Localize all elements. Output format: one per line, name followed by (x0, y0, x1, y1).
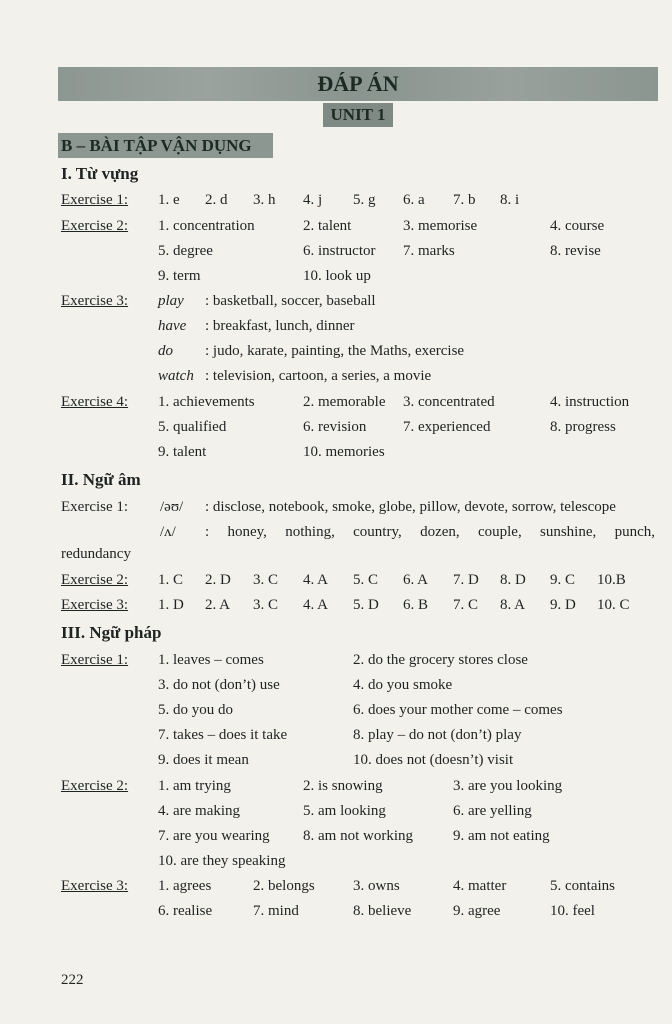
answer-item: 5. am looking (303, 803, 386, 819)
answer-item: 3. memorise (403, 218, 478, 234)
answer-item: 8. believe (353, 903, 412, 919)
answer-item: 6. revision (303, 419, 367, 435)
exercise-label: Exercise 2: (61, 572, 129, 588)
answer-item: do (158, 343, 173, 359)
answer-item: 8. D (500, 572, 526, 588)
answer-item: : disclose, notebook, smoke, globe, pillow, devote, sorrow, telescope (205, 499, 616, 515)
part-heading: II. Ngữ âm (61, 470, 141, 489)
answer-item: 6. are yelling (453, 803, 532, 819)
part-heading: I. Từ vựng (61, 164, 139, 183)
exercise-label: Exercise 3: (61, 878, 129, 894)
answer-item: 4. instruction (550, 394, 630, 410)
answer-item: 3. concentrated (403, 394, 495, 410)
answer-item: 4. j (303, 192, 323, 208)
answer-item: 1. C (158, 572, 184, 588)
answer-item: 2. talent (303, 218, 352, 234)
exercise-label: Exercise 4: (61, 394, 129, 410)
answer-item: 2. do the grocery stores close (353, 652, 528, 668)
answer-item: 10. C (597, 597, 630, 613)
answer-item: : basketball, soccer, baseball (205, 293, 376, 309)
unit-label: UNIT 1 (323, 103, 393, 127)
answer-item: /ʌ/ (160, 524, 176, 540)
answer-item: 4. do you smoke (353, 677, 453, 693)
part-heading: III. Ngữ pháp (61, 623, 162, 642)
answer-item: have (158, 318, 187, 334)
answer-item: 10. feel (550, 903, 595, 919)
answer-item: play (158, 293, 184, 309)
answer-item: 6. a (403, 192, 425, 208)
answer-item: 5. qualified (158, 419, 227, 435)
answer-item: 6. A (403, 572, 429, 588)
answer-item: 8. A (500, 597, 526, 613)
answer-item: 6. realise (158, 903, 213, 919)
answer-item: 6. does your mother come – comes (353, 702, 563, 718)
page-number: 222 (61, 972, 84, 988)
answer-item: 7. C (453, 597, 479, 613)
answer-item: 8. play – do not (don’t) play (353, 727, 522, 743)
answer-item: : television, cartoon, a series, a movie (205, 368, 432, 384)
answer-item: watch (158, 368, 194, 384)
exercise-label: Exercise 3: (61, 597, 129, 613)
answer-item: 9. talent (158, 444, 207, 460)
exercise-label: Exercise 2: (61, 218, 129, 234)
answer-item: 9. C (550, 572, 576, 588)
answer-item: 6. B (403, 597, 429, 613)
answer-item: 8. i (500, 192, 520, 208)
answer-item: 5. C (353, 572, 379, 588)
answer-item: 2. memorable (303, 394, 386, 410)
answer-item: : honey, nothing, country, dozen, couple, sunshine, punch, (205, 524, 655, 540)
answer-item: 1. achievements (158, 394, 255, 410)
answer-item: 4. A (303, 597, 329, 613)
answer-continuation: redundancy (61, 546, 131, 562)
section-heading: B – BÀI TẬP VẬN DỤNG (58, 133, 273, 158)
answer-item: 2. D (205, 572, 231, 588)
answer-item: 2. is snowing (303, 778, 383, 794)
answer-item: 9. am not eating (453, 828, 550, 844)
answer-item: 10. are they speaking (158, 853, 286, 869)
answer-item: 7. b (453, 192, 476, 208)
answer-item: 7. experienced (403, 419, 491, 435)
answer-item: 1. agrees (158, 878, 212, 894)
answer-item: 7. mind (253, 903, 299, 919)
answer-item: 10. look up (303, 268, 371, 284)
answer-item: 8. progress (550, 419, 616, 435)
answer-item: 5. contains (550, 878, 615, 894)
exercise-label: Exercise 1: (61, 652, 129, 668)
answer-item: 3. C (253, 597, 279, 613)
answer-item: 1. e (158, 192, 180, 208)
answer-item: 10.B (597, 572, 626, 588)
answer-item: 2. belongs (253, 878, 315, 894)
answer-item: 2. d (205, 192, 228, 208)
answer-item: 8. revise (550, 243, 601, 259)
answer-item: /əʊ/ (160, 499, 184, 515)
answer-item: 1. leaves – comes (158, 652, 264, 668)
answer-item: 4. are making (158, 803, 241, 819)
answer-item: 2. A (205, 597, 231, 613)
answer-item: 4. A (303, 572, 329, 588)
answer-item: 4. course (550, 218, 605, 234)
answer-item: 7. marks (403, 243, 455, 259)
answer-item: 1. am trying (158, 778, 231, 794)
answer-item: 9. term (158, 268, 201, 284)
answer-item: 10. does not (doesn’t) visit (353, 752, 514, 768)
answer-item: 9. agree (453, 903, 501, 919)
answer-item: 3. are you looking (453, 778, 563, 794)
answer-item: : judo, karate, painting, the Maths, exercise (205, 343, 465, 359)
answer-item: 8. am not working (303, 828, 413, 844)
answer-item: : breakfast, lunch, dinner (205, 318, 355, 334)
answer-item: 5. do you do (158, 702, 233, 718)
answer-item: 3. h (253, 192, 276, 208)
answer-item: 7. are you wearing (158, 828, 270, 844)
answer-item: 7. D (453, 572, 479, 588)
answer-key-title: ĐÁP ÁN (58, 67, 658, 101)
answer-item: 9. does it mean (158, 752, 249, 768)
exercise-label: Exercise 1: (61, 192, 129, 208)
answer-item: 6. instructor (303, 243, 376, 259)
answer-item: 9. D (550, 597, 576, 613)
answer-item: 4. matter (453, 878, 507, 894)
answer-item: 1. D (158, 597, 184, 613)
exercise-label: Exercise 1: (61, 499, 129, 515)
exercise-label: Exercise 3: (61, 293, 129, 309)
answer-item: 7. takes – does it take (158, 727, 288, 743)
answer-item: 1. concentration (158, 218, 255, 234)
answer-item: 10. memories (303, 444, 385, 460)
answer-item: 5. D (353, 597, 379, 613)
answer-item: 5. g (353, 192, 376, 208)
answer-item: 3. do not (don’t) use (158, 677, 280, 693)
answer-item: 3. owns (353, 878, 400, 894)
answer-item: 3. C (253, 572, 279, 588)
answer-item: 5. degree (158, 243, 213, 259)
exercise-label: Exercise 2: (61, 778, 129, 794)
